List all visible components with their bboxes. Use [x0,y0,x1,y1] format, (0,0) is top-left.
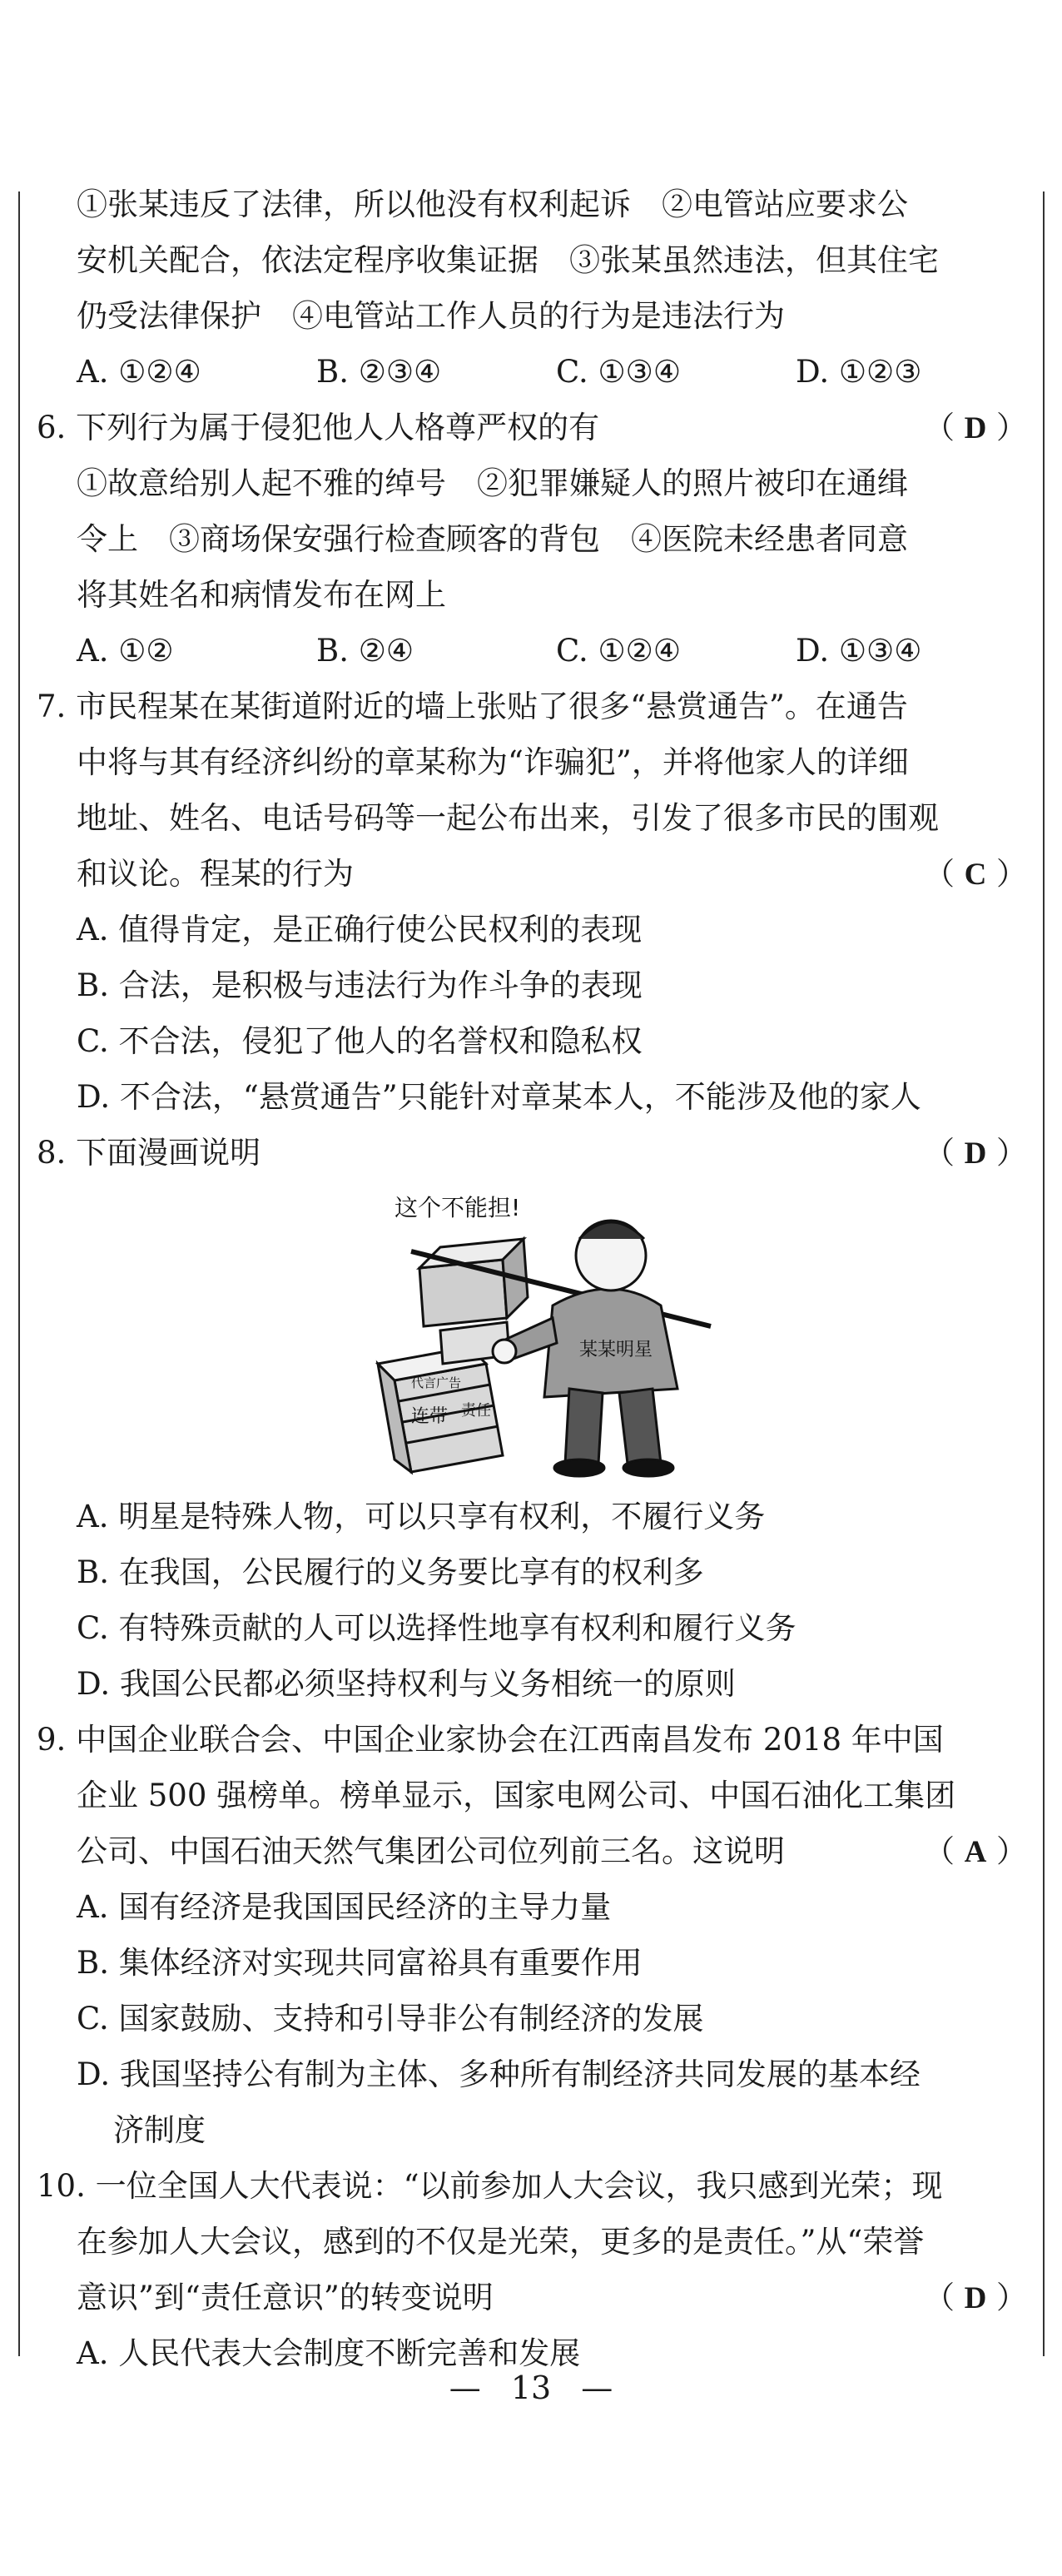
q9-answer-letter: A [964,1835,987,1869]
q10-line: 一位全国人大代表说：“以前参加人大会议，我只感到光荣；现 [95,2168,943,2204]
q8-answer-letter: D [964,1136,987,1171]
q7-line: 中将与其有经济纠纷的章某称为“诈骗犯”，并将他家人的详细 [77,744,909,780]
q9-line-last [37,1823,1035,1879]
q9-option-d-cont: 济制度 [113,2112,206,2148]
q6-line: 令上 ③商场保安强行检查顾客的背包 ④医院未经患者同意 [77,521,908,557]
q10-number: 10. [37,2168,86,2204]
footer-dash-right: — [581,2370,613,2406]
page-number: 13 [510,2370,552,2406]
right-margin-rule [1043,191,1045,2356]
left-margin-rule [18,191,20,2356]
q7-line: 和议论。程某的行为 [77,856,354,892]
q9-answer: （ A ） [924,1823,1027,1880]
q9-line: 中国企业联合会、中国企业家协会在江西南昌发布 2018 年中国 [76,1722,944,1758]
q5-line: 仍受法律保护 ④电管站工作人员的行为是违法行为 [77,298,785,334]
q7-answer: （ C ） [924,846,1027,903]
q6-stem-text: 下列行为属于侵犯他人人格尊严权的有 [76,410,600,445]
q5-option-a: A. ①②④ [77,354,201,390]
q10-line: 在参加人大会议，感到的不仅是光荣，更多的是责任。”从“荣誉 [77,2224,925,2260]
bundle-label-ad: 代言广告 [411,1375,462,1390]
q9-number: 9. [37,1722,67,1758]
q8-stem-text: 下面漫画说明 [76,1135,261,1171]
q8-option-a: A. 明星是特殊人物，可以只享有权利，不履行义务 [77,1499,766,1534]
q6-option-b: B. ②④ [316,633,414,669]
q8-stem [37,1125,1035,1181]
q5-option-c: C. ①③④ [556,354,682,390]
q10-line: 意识”到“责任意识”的转变说明 [77,2280,494,2315]
q6-line: 将其姓名和病情发布在网上 [77,577,446,613]
q6-answer-letter: D [964,411,987,445]
q9-option-d: D. 我国坚持公有制为主体、多种所有制经济共同发展的基本经 [77,2056,921,2092]
q7-stem [37,679,1035,734]
q9-option-b: B. 集体经济对实现共同富裕具有重要作用 [77,1945,643,1981]
q6-option-d: D. ①③④ [796,633,922,669]
q9-stem [37,1712,1035,1768]
q7-line: 地址、姓名、电话号码等一起公布出来，引发了很多市民的围观 [77,800,939,836]
q9-line: 企业 500 强榜单。榜单显示，国家电网公司、中国石油化工集团 [77,1778,956,1813]
bundle-label-liability: 责任 [461,1402,491,1420]
question-content [37,177,1035,2381]
q5-line: ①张某违反了法律，所以他没有权利起诉 ②电管站应要求公 [77,186,908,222]
q9-line: 公司、中国石油天然气集团公司位列前三名。这说明 [77,1833,785,1869]
q7-number: 7. [37,689,67,724]
q9-option-a: A. 国有经济是我国国民经济的主导力量 [77,1889,612,1925]
q10-stem [37,2158,1035,2214]
q7-line-last [37,846,1035,902]
q5-option-d: D. ①②③ [796,354,922,390]
q10-line-last [37,2270,1035,2325]
q9-option-c: C. 国家鼓励、支持和引导非公有制经济的发展 [77,2001,704,2036]
q5-line: 安机关配合，依法定程序收集证据 ③张某虽然违法，但其住宅 [77,242,939,278]
q6-option-a: A. ①② [77,633,174,669]
q7-option-b: B. 合法，是积极与违法行为作斗争的表现 [77,967,643,1003]
q8-option-b: B. 在我国，公民履行的义务要比享有的权利多 [77,1554,704,1590]
page-footer [0,2370,1062,2406]
q7-option-c: C. 不合法，侵犯了他人的名誉权和隐私权 [77,1023,643,1059]
q8-option-d: D. 我国公民都必须坚持权利与义务相统一的原则 [77,1666,736,1702]
q8-cartoon [37,1181,1035,1489]
q6-option-c: C. ①②④ [556,633,682,669]
cartoon-shirt-label: 某某明星 [579,1340,653,1360]
q8-option-c: C. 有特殊贡献的人可以选择性地享有权利和履行义务 [77,1610,796,1646]
q6-stem [37,400,1035,455]
q10-option-a: A. 人民代表大会制度不断完善和发展 [77,2335,581,2371]
q7-answer-letter: C [964,858,987,892]
q7-option-a: A. 值得肯定，是正确行使公民权利的表现 [77,912,643,947]
cartoon-illustration [361,1181,727,1489]
bundle-label-joint: 连带 [411,1406,449,1427]
q6-options [37,623,1035,679]
q6-line: ①故意给别人起不雅的绰号 ②犯罪嫌疑人的照片被印在通缉 [77,465,908,501]
q10-answer: （ D ） [924,2270,1027,2326]
q5-options [37,344,1035,400]
cartoon-speech: 这个不能担! [395,1194,521,1221]
q5-option-b: B. ②③④ [316,354,442,390]
q6-number: 6. [37,410,67,445]
q6-answer: （ D ） [924,400,1027,456]
footer-dash-left: — [449,2370,481,2406]
q7-line: 市民程某在某街道附近的墙上张贴了很多“悬赏通告”。在通告 [76,689,908,724]
q8-answer: （ D ） [924,1125,1027,1181]
q8-number: 8. [37,1135,67,1171]
q10-answer-letter: D [964,2281,987,2315]
q7-option-d: D. 不合法，“悬赏通告”只能针对章某本人，不能涉及他的家人 [77,1079,921,1115]
